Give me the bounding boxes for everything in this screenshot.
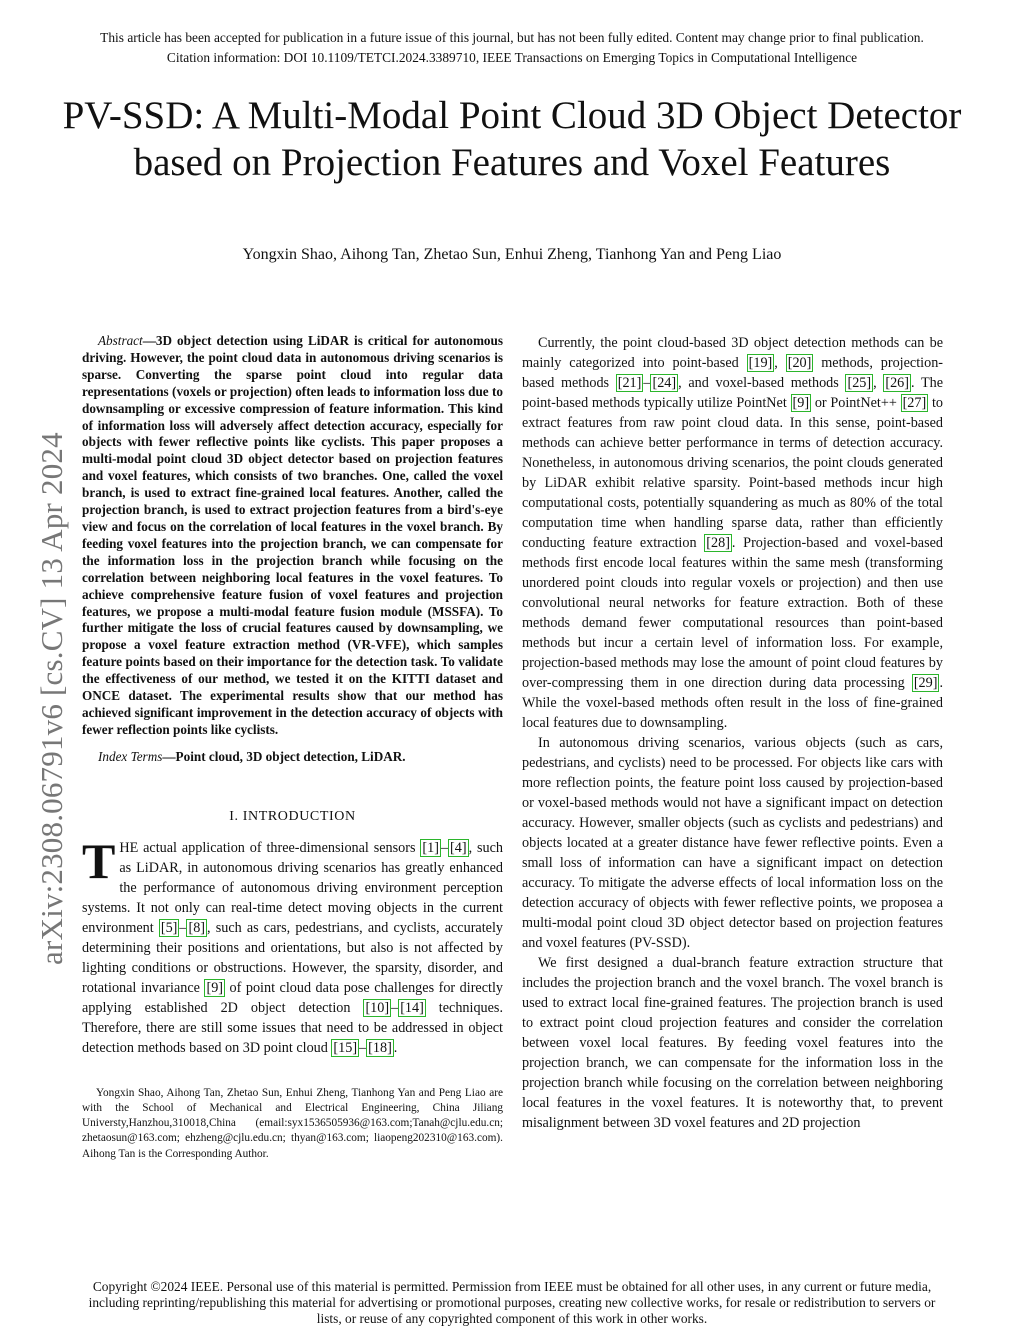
citation-link[interactable]: [14] [400,999,424,1016]
citation-link[interactable]: [24] [652,375,677,391]
paragraph-text: – [440,839,449,856]
citation-link[interactable]: [5] [160,919,178,936]
intro-paragraph-1-text [82,832,503,1057]
paragraph-text: . [393,1039,398,1056]
abstract [82,333,503,739]
paragraph-text: , such as LiDAR, in autonomous driving scenarios has greatly enhanced the performance of autonomous driving environment perception systems. It not only can real-time detect moving objects in the current environment [82,839,503,936]
paragraph-text: , [774,355,786,371]
intro-paragraph-2 [522,333,943,733]
intro-paragraph-4: We first designed a dual-branch feature extraction structure that includes the projection branch and the voxel branch. The voxel branch is used to extract local fine-grained features. The projection branch is used to extract point cloud projection features and consider the correlation between voxel local features. By feeding voxel features into the projection branch, we can compensate for the information loss in the projection branch while focusing on the correlation between neighboring local features in the voxel features. It is noteworthy that, to prevent misalignment between 3D voxel features and 2D projection [522,955,943,1131]
index-terms-label: Index Terms [98,748,163,764]
paragraph-text: , [873,375,884,391]
citation-link[interactable]: [8] [188,919,206,936]
paragraph-text: , such as cars, pedestrians, and cyclists, accurately determining their positions and orientations, but also is not affected by lighting conditions or obstructions. However, the sparsity, disorder, and rotational invariance [82,919,503,996]
arxiv-stamp: arXiv:2308.06791v6 [cs.CV] 13 Apr 2024 [34,432,69,965]
abstract-label: Abstract [98,333,143,348]
copyright-notice: Copyright ©2024 IEEE. Personal use of this material is permitted. Permission from IEEE must be obtained for all other uses, in any current or future media, including reprinting/republishing this material for advertising or promotional purposes, creating new collective works, for resale or redistribution to servers or lists, or reuse of any copyrighted component of this work in other works. [88,1279,936,1326]
citation-link[interactable]: [27] [902,395,927,411]
paragraph-text: , and voxel-based methods [678,375,846,391]
drop-cap: T [82,832,116,889]
author-list: Yongxin Shao, Aihong Tan, Zhetao Sun, Enhui Zheng, Tianhong Yan and Peng Liao [242,246,782,263]
paper-title: PV-SSD: A Multi-Modal Point Cloud 3D Object Detector based on Projection Features and Voxel Features [62,94,962,184]
paragraph-text: – [179,919,187,936]
paragraph-text: techniques. Therefore, there are still some issues that need to be addressed in object detection methods based on 3D point cloud [82,999,503,1056]
citation-link[interactable]: [21] [617,375,642,391]
publication-notice: This article has been accepted for publication in a future issue of this journal, but has not been fully edited. Content may change prior to final publication. Citation information: DOI 10.1109/TETCI.2024.3389710, IEEE Transactions on Emerging Topics in Computational Intelligence [100,30,924,65]
citation-link[interactable]: [9] [206,979,224,996]
paragraph-text: HE actual application of three-dimensional sensors [119,839,421,856]
intro-paragraph-3: In autonomous driving scenarios, various objects (such as cars, pedestrians, and cyclists) need to be processed. For objects like cars with more reflection points, the feature point loss caused by projection-based or voxel-based methods would not have a significant impact on detection accuracy. However, smaller objects (such as cyclists and pedestrians) and objects located at a greater distance have fewer reflective points. Even a small loss of information can have a significant impact on detection accuracy. To mitigate the adverse effects of local information loss on the detection accuracy of objects with fewer reflective points, we proposea a multi-modal point cloud 3D object detector based on projection features and voxel features (PV-SSD). [522,735,943,951]
index-terms-text: —Point cloud, 3D object detection, LiDAR. [162,748,406,764]
paragraph-text: – [359,1039,367,1056]
paragraph-text: Currently, the point cloud-based 3D object detection methods can be mainly categorized into point-based [522,335,943,371]
intro-paragraph-1 [82,832,503,1058]
citation-link[interactable]: [9] [792,395,810,411]
section-heading-introduction: I. INTRODUCTION [229,808,356,824]
citation-link[interactable]: [15] [333,1039,358,1056]
author-affiliation-footnote: Yongxin Shao, Aihong Tan, Zhetao Sun, Enhui Zheng, Tianhong Yan and Peng Liao are with the School of Mechanical and Electrical Engineering, China Jiliang Universty,Hanzhou,310018,China (email:syx1536505936@163.com;Tanah@cjlu.edu.cn; zhetaosun@163.com; ehzheng@cjlu.edu.cn; thyan@163.com; liaopeng202310@163.com). Aihong Tan is the Corresponding Author. [82,1086,503,1160]
paragraph-text: . Projection-based and voxel-based methods first encode local features within the same mesh (transforming unordered point clouds into regular voxels or projection) and then use convolutional neural networks for feature extraction. Both of these methods demand fewer computational resources than point-based methods but incur a certain level of information loss. For example, projection-based methods may lose the amount of point cloud features by over-compressing them in one direction during data processing [522,535,943,691]
citation-link[interactable]: [28] [706,535,730,551]
citation-link[interactable]: [20] [787,355,812,371]
paragraph-text: – [391,999,399,1016]
paragraph-text: . While the voxel-based methods often result in the loss of fine-grained local features due to downsampling. [522,675,943,731]
paragraph-text: – [643,375,651,391]
index-terms [82,748,503,765]
citation-link[interactable]: [26] [885,375,909,391]
citation-link[interactable]: [18] [368,1039,392,1056]
paragraph-text: or PointNet++ [811,395,901,411]
left-column [82,333,503,1162]
citation-link[interactable]: [1] [422,839,439,856]
right-column [522,333,943,1133]
citation-link[interactable]: [25] [847,375,872,391]
citation-link[interactable]: [4] [450,839,467,856]
paragraph-text: . The point-based methods typically utilize PointNet [522,375,944,411]
citation-link[interactable]: [29] [913,675,938,691]
citation-link[interactable]: [19] [748,355,773,371]
abstract-text: —3D object detection using LiDAR is critical for autonomous driving. However, the point cloud data in autonomous driving scenarios is sparse. Converting the sparse point cloud into regular data representations (voxels or projection) often leads to information loss due to downsampling or excessive compression of feature information. This kind of information loss will adversely affect detection accuracy, especially for objects with fewer reflective points like cyclists. This paper proposes a multi-modal point cloud 3D object detector based on projection features and voxel features, which consists of two branches. One, called the voxel branch, is used to extract fine-grained local features. Another, called the projection branch, is used to extract projection features from a bird's-eye view and focus on the correlation of local features in the voxel branch. By feeding voxel features into the projection branch, we can compensate for the information loss in the projection branch while focusing on the correlation between neighboring local features in the voxel features. To achieve comprehensive feature fusion of voxel features and projection features, we propose a multi-modal feature fusion module (MSSFA). To further mitigate the loss of crucial features caused by downsampling, we propose a voxel feature extraction method (VR-VFE), which samples feature points based on their importance for the detection task. To validate the effectiveness of our method, we tested it on the KITTI dataset and ONCE dataset. The experimental results show that our method has achieved significant improvement in the detection accuracy of objects with fewer reflection points like cyclists. [82,333,503,737]
citation-link[interactable]: [10] [365,999,390,1016]
paragraph-text: methods, projection-based methods [522,355,944,391]
paragraph-text: of point cloud data pose challenges for directly applying established 2D object detection [82,979,503,1016]
paragraph-text: to extract features from raw point cloud data. In this sense, point-based methods can achieve better performance in terms of detection accuracy. Nonetheless, in autonomous driving scenarios, the point clouds generated by LiDAR exhibit relative sparsity. Point-based methods incur high computational costs, potentially squandering as much as 80% of the total computation time when handling sparse data, rather than efficiently conducting feature extraction [522,395,943,551]
